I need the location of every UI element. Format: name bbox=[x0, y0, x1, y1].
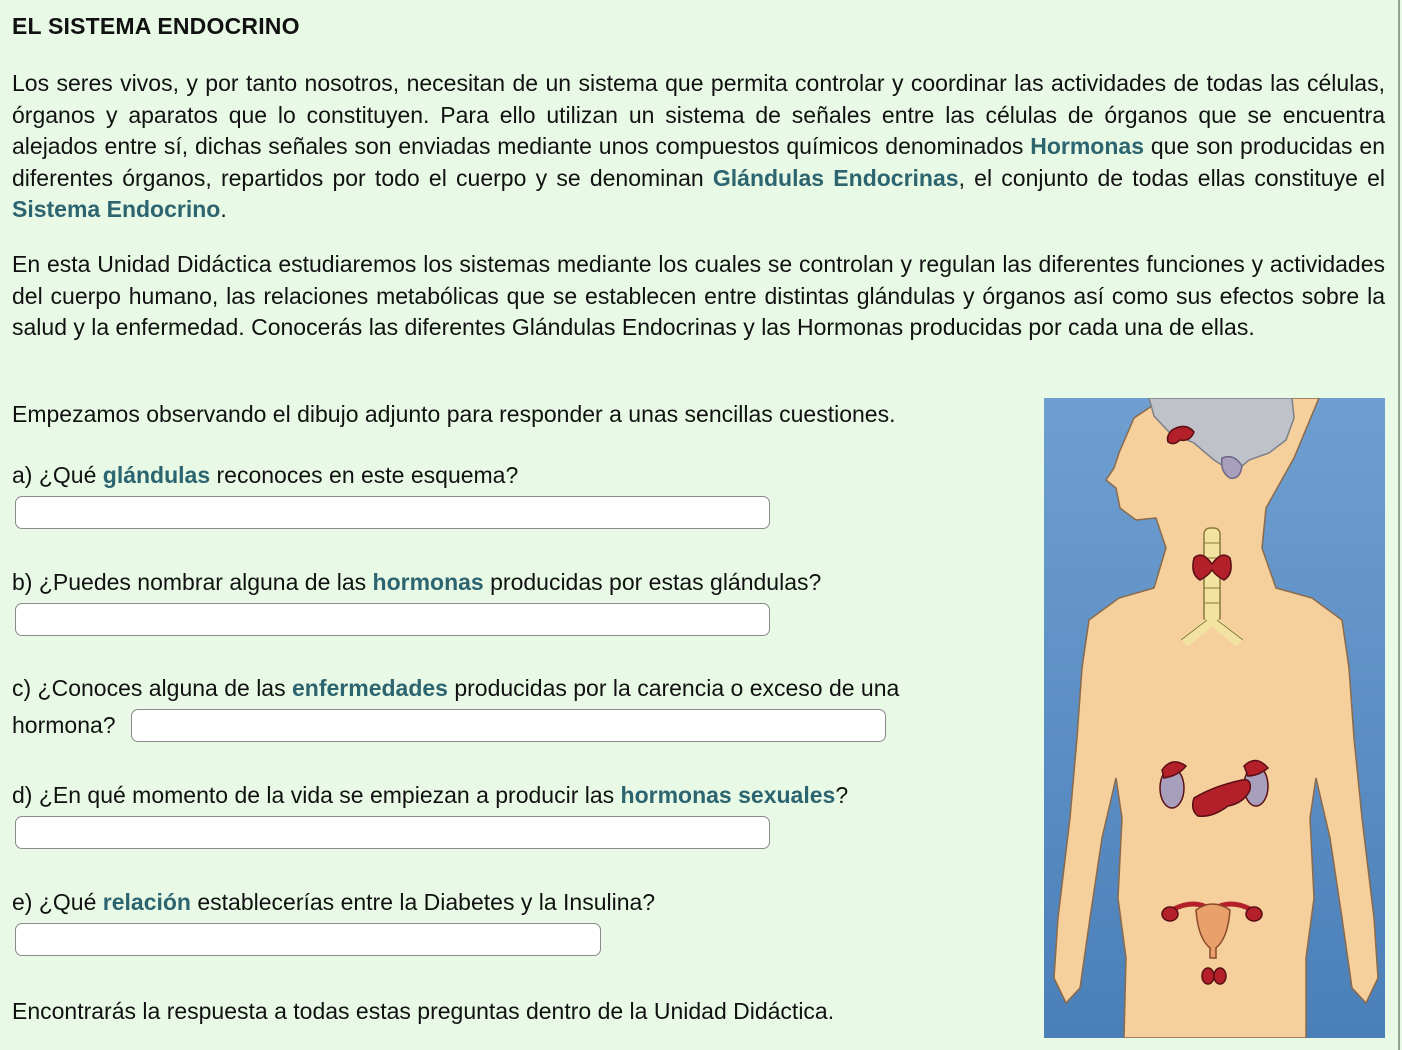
left-ovary bbox=[1162, 907, 1178, 921]
answer-b-input[interactable] bbox=[15, 603, 770, 636]
footer-note: Encontrarás la respuesta a todas estas preguntas dentro de la Unidad Didáctica. bbox=[12, 998, 835, 1024]
question-c bbox=[12, 673, 899, 703]
intro-text-4: . bbox=[220, 196, 227, 222]
intro-text-3: , el conjunto de todas ellas constituye el bbox=[958, 164, 1385, 191]
left-testis bbox=[1202, 968, 1214, 984]
answer-c-input[interactable] bbox=[131, 709, 886, 742]
question-a-text: a) ¿Qué bbox=[12, 462, 103, 488]
intro-paragraph-2: En esta Unidad Didáctica estudiaremos los sistemas mediante los cuales se controlan y regulan las diferentes funciones y actividades del cuerpo humano, las relaciones metabólicas que se establecen entre distintas glándulas y órganos así como sus efectos sobre la salud y la enfermedad. Conocerás las diferentes Glándulas Endocrinas y las Hormonas producidas por cada una de ellas. bbox=[12, 251, 1385, 340]
question-a-text-end: reconoces en este esquema? bbox=[210, 462, 519, 488]
answer-d-input[interactable] bbox=[15, 816, 770, 849]
question-c-keyword: enfermedades bbox=[292, 675, 448, 701]
question-d-keyword: hormonas sexuales bbox=[620, 782, 836, 808]
page-right-border bbox=[1398, 0, 1400, 1050]
question-e-keyword: relación bbox=[102, 889, 191, 915]
intro-text-1: Los seres vivos, y por tanto nosotros, necesitan de un sistema que permita controlar y coordinar las actividades de todas las células, órganos y aparatos que lo constituyen. Para ello utilizan un sistema de señales entre las células de órganos que se encuentra alejados entre sí, dichas señales son enviadas mediante unos compuestos químicos denominados bbox=[12, 70, 1385, 159]
keyword-sistema-endocrino: Sistema Endocrino bbox=[12, 196, 221, 222]
question-b-text: b) ¿Puedes nombrar alguna de las bbox=[12, 569, 373, 595]
right-testis bbox=[1214, 968, 1226, 984]
question-b-keyword: hormonas bbox=[372, 569, 484, 595]
question-d bbox=[12, 780, 848, 810]
question-a bbox=[12, 460, 518, 490]
question-b-text-end: producidas por estas glándulas? bbox=[483, 569, 822, 595]
question-b bbox=[12, 567, 821, 597]
keyword-hormonas: Hormonas bbox=[1030, 133, 1144, 159]
intro-paragraph-1 bbox=[12, 68, 1385, 226]
keyword-glandulas-endocrinas: Glándulas Endocrinas bbox=[712, 164, 959, 191]
endocrine-system-illustration bbox=[1044, 398, 1385, 1038]
right-ovary bbox=[1246, 907, 1262, 921]
question-d-text: d) ¿En qué momento de la vida se empiezan a producir las bbox=[12, 782, 621, 808]
intro-text-2: que son producidas en diferentes órganos, repartidos por todo el cuerpo y se denominan bbox=[12, 133, 1385, 191]
intro-paragraph-3: Empezamos observando el dibujo adjunto para responder a unas sencillas cuestiones. bbox=[12, 401, 896, 427]
answer-a-input[interactable] bbox=[15, 496, 770, 529]
question-a-keyword: glándulas bbox=[102, 462, 211, 488]
question-e-text: e) ¿Qué bbox=[12, 889, 103, 915]
question-e bbox=[12, 887, 655, 917]
question-d-text-end: ? bbox=[835, 782, 849, 808]
question-e-text-end: establecerías entre la Diabetes y la Insulina? bbox=[190, 889, 656, 915]
answer-e-input[interactable] bbox=[15, 923, 601, 956]
question-c-text-end: producidas por la carencia o exceso de una bbox=[447, 675, 900, 701]
question-c-line2: hormona? bbox=[12, 712, 116, 738]
question-c-text: c) ¿Conoces alguna de las bbox=[12, 675, 292, 701]
page-title: EL SISTEMA ENDOCRINO bbox=[12, 13, 300, 39]
